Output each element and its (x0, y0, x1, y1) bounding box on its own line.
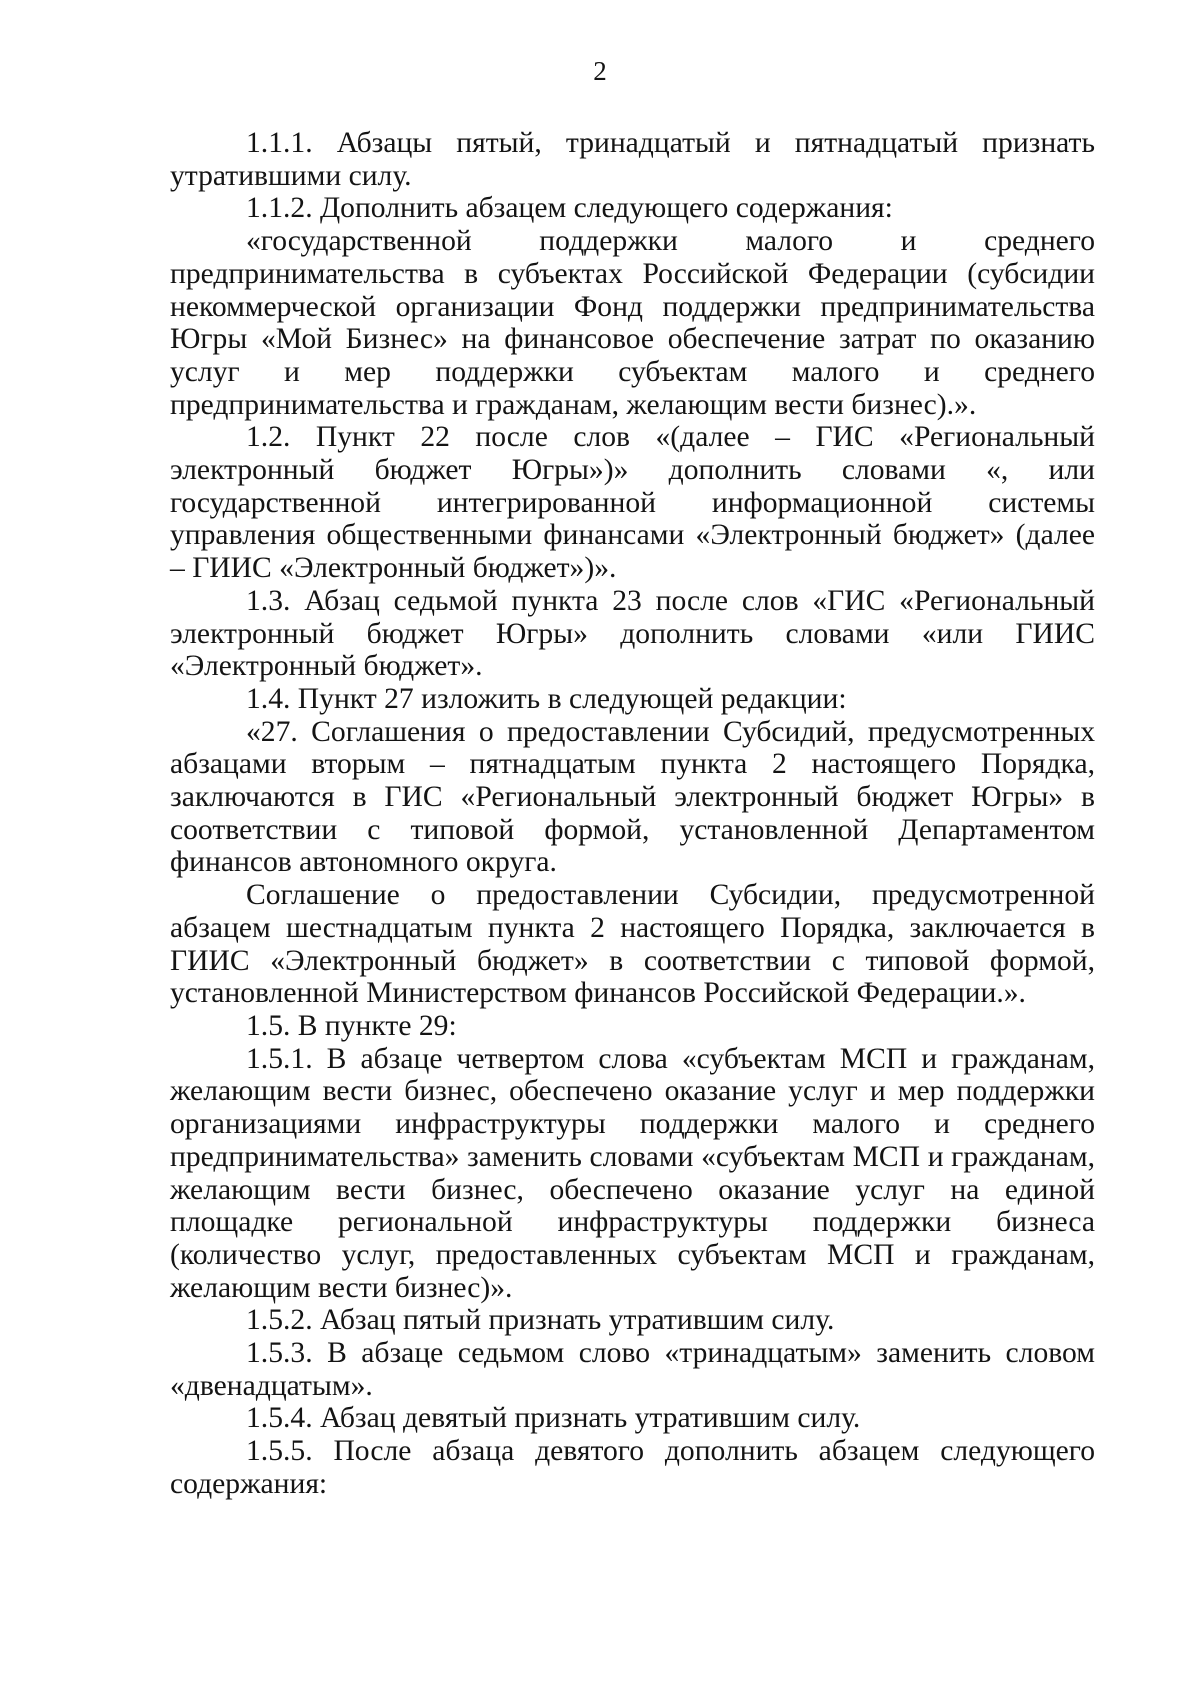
paragraph-1-2: 1.2. Пункт 22 после слов «(далее – ГИС «Региональный электронный бюджет Югры»)» дополнить словами «, или государственной интегрированной информационной системы управления общественными финансами «Электронный бюджет» (далее – ГИИС «Электронный бюджет»)». (170, 421, 1095, 585)
paragraph-1-5: 1.5. В пункте 29: (246, 1009, 457, 1042)
paragraph-1-5-5: 1.5.5. После абзаца девятого дополнить абзацем следующего содержания: (170, 1435, 1095, 1500)
paragraph-1-5-1: 1.5.1. В абзаце четвертом слова «субъектам МСП и гражданам, желающим вести бизнес, обеспечено оказание услуг и мер поддержки организациями инфраструктуры поддержки малого и среднего предпринимательства» заменить словами «субъектам МСП и гражданам, желающим вести бизнес, обеспечено оказание услуг на единой площадке региональной инфраструктуры поддержки бизнеса (количество услуг, предоставленных субъектам МСП и гражданам, желающим вести бизнес)». (170, 1042, 1095, 1304)
paragraph-1-3: 1.3. Абзац седьмой пункта 23 после слов «ГИС «Региональный электронный бюджет Югры» дополнить словами «или ГИИС «Электронный бюджет». (170, 584, 1095, 683)
paragraph-27-agreements: «27. Соглашения о предоставлении Субсидий, предусмотренных абзацами вторым – пятнадцатым пункта 2 настоящего Порядка, заключаются в ГИС «Региональный электронный бюджет Югры» в соответствии с типовой формой, установленной Департаментом финансов автономного округа. (170, 715, 1095, 879)
paragraph-1-4: 1.4. Пункт 27 изложить в следующей редакции: (246, 682, 847, 715)
paragraph-quoted-addition: «государственной поддержки малого и среднего предпринимательства в субъектах Российской Федерации (субсидии некоммерческой организации Фонд поддержки предпринимательства Югры «Мой Бизнес» на финансовое обеспечение затрат по оказанию услуг и мер поддержки субъектам малого и среднего предпринимательства и гражданам, желающим вести бизнес).». (170, 225, 1095, 421)
paragraph-1-5-3: 1.5.3. В абзаце седьмом слово «тринадцатым» заменить словом «двенадцатым». (170, 1337, 1095, 1402)
paragraph-27-agreement-16: Соглашение о предоставлении Субсидии, предусмотренной абзацем шестнадцатым пункта 2 настоящего Порядка, заключается в ГИИС «Электронный бюджет» в соответствии с типовой формой, установленной Министерством финансов Российской Федерации.». (170, 879, 1095, 1010)
page-number: 2 (593, 56, 607, 86)
paragraph-1-1-1: 1.1.1. Абзацы пятый, тринадцатый и пятнадцатый признать утратившими силу. (170, 127, 1095, 192)
document-body (170, 127, 1095, 1501)
paragraph-1-5-4: 1.5.4. Абзац девятый признать утратившим силу. (246, 1402, 861, 1435)
paragraph-1-5-2: 1.5.2. Абзац пятый признать утратившим силу. (246, 1304, 835, 1337)
paragraph-1-1-2: 1.1.2. Дополнить абзацем следующего содержания: (246, 192, 893, 225)
